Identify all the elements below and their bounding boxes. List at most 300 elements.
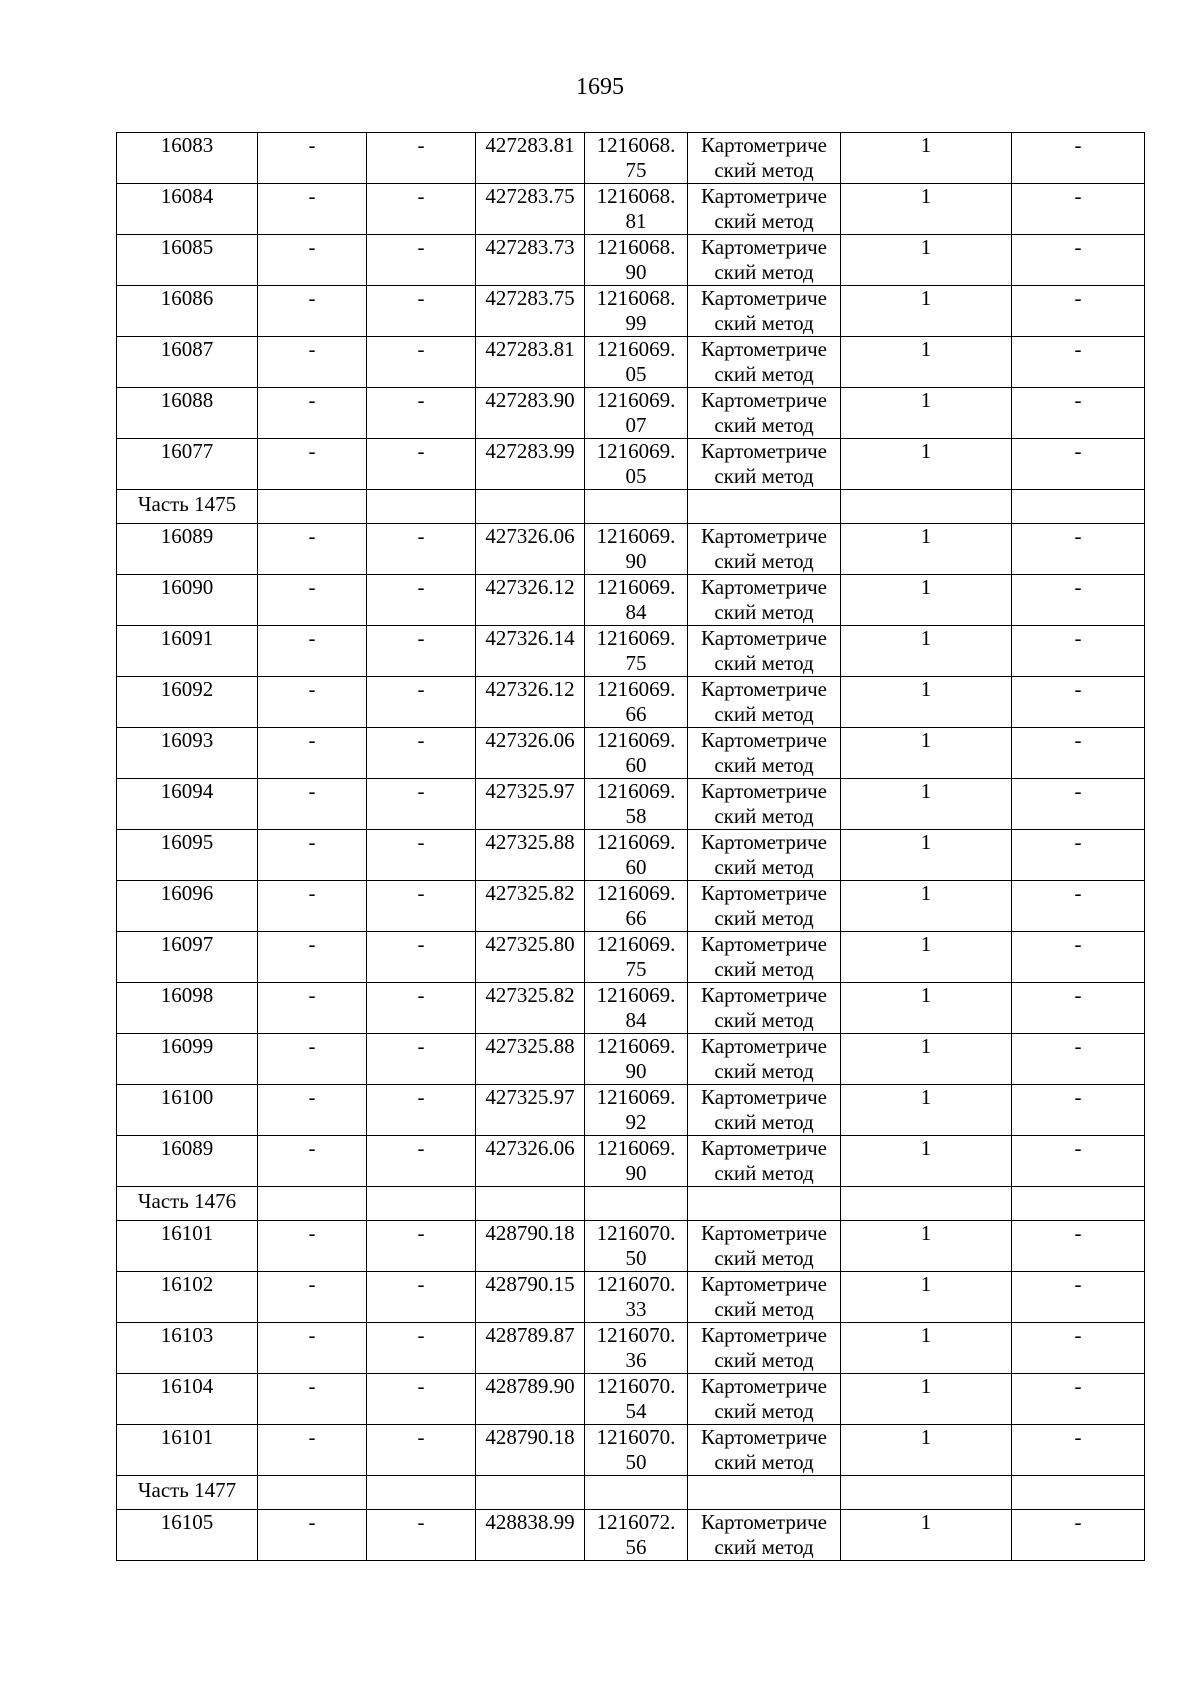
method-cell xyxy=(688,677,841,728)
dash-cell: - xyxy=(258,1221,367,1272)
y-coordinate-cell xyxy=(585,830,688,881)
point-number-cell: 16092 xyxy=(117,677,258,728)
dash-cell: - xyxy=(1012,286,1145,337)
y-coordinate-cell xyxy=(585,575,688,626)
x-coordinate-cell: 428790.18 xyxy=(476,1425,585,1476)
dash-cell: - xyxy=(1012,1136,1145,1187)
method-cell-line2: ский метод xyxy=(714,702,814,726)
y-coordinate-cell xyxy=(585,133,688,184)
dash-cell: - xyxy=(258,1034,367,1085)
method-cell-line1: Картометриче xyxy=(701,524,827,548)
x-coordinate-cell: 428790.18 xyxy=(476,1221,585,1272)
method-cell-line1: Картометриче xyxy=(701,1510,827,1534)
point-number-cell: 16101 xyxy=(117,1425,258,1476)
x-coordinate-cell: 427325.82 xyxy=(476,983,585,1034)
method-cell xyxy=(688,881,841,932)
table-row xyxy=(117,677,1145,728)
method-cell-line2: ский метод xyxy=(714,464,814,488)
y-coordinate-cell-line1: 1216069. xyxy=(596,1136,676,1160)
dash-cell: - xyxy=(258,337,367,388)
accuracy-cell: 1 xyxy=(841,1323,1012,1374)
method-cell-line2: ский метод xyxy=(714,1246,814,1270)
y-coordinate-cell-line1: 1216069. xyxy=(596,626,676,650)
point-number-cell: 16095 xyxy=(117,830,258,881)
method-cell-line2: ский метод xyxy=(714,906,814,930)
accuracy-cell: 1 xyxy=(841,439,1012,490)
dash-cell: - xyxy=(258,133,367,184)
dash-cell: - xyxy=(258,439,367,490)
dash-cell: - xyxy=(1012,1272,1145,1323)
table-row xyxy=(117,728,1145,779)
x-coordinate-cell: 427283.75 xyxy=(476,286,585,337)
accuracy-cell: 1 xyxy=(841,626,1012,677)
method-cell xyxy=(688,1510,841,1561)
dash-cell: - xyxy=(1012,932,1145,983)
empty-cell xyxy=(585,1476,688,1510)
table-row xyxy=(117,1272,1145,1323)
point-number-cell: 16105 xyxy=(117,1510,258,1561)
dash-cell: - xyxy=(1012,524,1145,575)
method-cell-line1: Картометриче xyxy=(701,728,827,752)
y-coordinate-cell xyxy=(585,779,688,830)
y-coordinate-cell xyxy=(585,1136,688,1187)
y-coordinate-cell xyxy=(585,337,688,388)
point-number-cell: 16094 xyxy=(117,779,258,830)
empty-cell xyxy=(841,1187,1012,1221)
method-cell xyxy=(688,983,841,1034)
dash-cell: - xyxy=(1012,388,1145,439)
point-number-cell: 16087 xyxy=(117,337,258,388)
empty-cell xyxy=(258,1187,367,1221)
dash-cell: - xyxy=(1012,830,1145,881)
point-number-cell: 16098 xyxy=(117,983,258,1034)
accuracy-cell: 1 xyxy=(841,184,1012,235)
point-number-cell: 16077 xyxy=(117,439,258,490)
method-cell-line2: ский метод xyxy=(714,549,814,573)
dash-cell: - xyxy=(367,524,476,575)
dash-cell: - xyxy=(367,1221,476,1272)
method-cell xyxy=(688,932,841,983)
method-cell xyxy=(688,626,841,677)
dash-cell: - xyxy=(258,524,367,575)
accuracy-cell: 1 xyxy=(841,677,1012,728)
dash-cell: - xyxy=(258,235,367,286)
x-coordinate-cell: 427283.90 xyxy=(476,388,585,439)
accuracy-cell: 1 xyxy=(841,575,1012,626)
dash-cell: - xyxy=(1012,677,1145,728)
y-coordinate-cell-line1: 1216069. xyxy=(596,932,676,956)
dash-cell: - xyxy=(367,779,476,830)
dash-cell: - xyxy=(367,337,476,388)
y-coordinate-cell-line2: 66 xyxy=(625,702,647,726)
dash-cell: - xyxy=(367,677,476,728)
point-number-cell: 16089 xyxy=(117,1136,258,1187)
y-coordinate-cell xyxy=(585,1085,688,1136)
y-coordinate-cell-line2: 60 xyxy=(625,855,647,879)
dash-cell: - xyxy=(1012,337,1145,388)
dash-cell: - xyxy=(367,1272,476,1323)
dash-cell: - xyxy=(367,1374,476,1425)
method-cell-line2: ский метод xyxy=(714,753,814,777)
y-coordinate-cell xyxy=(585,728,688,779)
y-coordinate-cell-line1: 1216068. xyxy=(596,184,676,208)
y-coordinate-cell-line2: 07 xyxy=(625,413,647,437)
x-coordinate-cell: 427326.12 xyxy=(476,677,585,728)
y-coordinate-cell-line2: 50 xyxy=(625,1246,647,1270)
y-coordinate-cell-line2: 75 xyxy=(625,158,647,182)
part-label: Часть 1477 xyxy=(117,1476,258,1510)
dash-cell: - xyxy=(258,388,367,439)
accuracy-cell: 1 xyxy=(841,1034,1012,1085)
point-number-cell: 16097 xyxy=(117,932,258,983)
method-cell-line2: ский метод xyxy=(714,1110,814,1134)
method-cell-line1: Картометриче xyxy=(701,388,827,412)
y-coordinate-cell-line2: 84 xyxy=(625,1008,647,1032)
y-coordinate-cell xyxy=(585,184,688,235)
point-number-cell: 16083 xyxy=(117,133,258,184)
method-cell-line2: ский метод xyxy=(714,362,814,386)
dash-cell: - xyxy=(367,1323,476,1374)
x-coordinate-cell: 427325.97 xyxy=(476,779,585,830)
y-coordinate-cell-line1: 1216069. xyxy=(596,881,676,905)
table-row xyxy=(117,1374,1145,1425)
table-row xyxy=(117,626,1145,677)
empty-cell xyxy=(585,1187,688,1221)
y-coordinate-cell-line1: 1216068. xyxy=(596,286,676,310)
dash-cell: - xyxy=(367,184,476,235)
method-cell xyxy=(688,337,841,388)
empty-cell xyxy=(258,1476,367,1510)
method-cell xyxy=(688,1136,841,1187)
method-cell-line1: Картометриче xyxy=(701,439,827,463)
empty-cell xyxy=(476,1476,585,1510)
dash-cell: - xyxy=(258,575,367,626)
empty-cell xyxy=(367,1476,476,1510)
dash-cell: - xyxy=(1012,1510,1145,1561)
y-coordinate-cell xyxy=(585,439,688,490)
accuracy-cell: 1 xyxy=(841,932,1012,983)
method-cell xyxy=(688,286,841,337)
method-cell-line1: Картометриче xyxy=(701,286,827,310)
y-coordinate-cell-line1: 1216070. xyxy=(596,1425,676,1449)
point-number-cell: 16090 xyxy=(117,575,258,626)
accuracy-cell: 1 xyxy=(841,983,1012,1034)
method-cell-line2: ский метод xyxy=(714,1008,814,1032)
y-coordinate-cell xyxy=(585,1272,688,1323)
method-cell-line1: Картометриче xyxy=(701,1425,827,1449)
method-cell-line2: ский метод xyxy=(714,260,814,284)
y-coordinate-cell-line1: 1216070. xyxy=(596,1374,676,1398)
point-number-cell: 16096 xyxy=(117,881,258,932)
table-row xyxy=(117,524,1145,575)
table-row xyxy=(117,881,1145,932)
empty-cell xyxy=(688,490,841,524)
method-cell-line2: ский метод xyxy=(714,855,814,879)
y-coordinate-cell xyxy=(585,1323,688,1374)
x-coordinate-cell: 427325.80 xyxy=(476,932,585,983)
part-header-row xyxy=(117,1476,1145,1510)
method-cell xyxy=(688,1221,841,1272)
point-number-cell: 16104 xyxy=(117,1374,258,1425)
method-cell-line1: Картометриче xyxy=(701,184,827,208)
method-cell-line2: ский метод xyxy=(714,651,814,675)
method-cell-line1: Картометриче xyxy=(701,1085,827,1109)
part-header-row xyxy=(117,490,1145,524)
y-coordinate-cell xyxy=(585,1374,688,1425)
x-coordinate-cell: 427283.99 xyxy=(476,439,585,490)
y-coordinate-cell-line1: 1216069. xyxy=(596,983,676,1007)
table-row xyxy=(117,439,1145,490)
dash-cell: - xyxy=(367,1085,476,1136)
y-coordinate-cell-line1: 1216068. xyxy=(596,133,676,157)
method-cell-line1: Картометриче xyxy=(701,1034,827,1058)
point-number-cell: 16103 xyxy=(117,1323,258,1374)
method-cell-line2: ский метод xyxy=(714,158,814,182)
y-coordinate-cell-line2: 33 xyxy=(625,1297,647,1321)
x-coordinate-cell: 427326.14 xyxy=(476,626,585,677)
point-number-cell: 16091 xyxy=(117,626,258,677)
y-coordinate-cell xyxy=(585,932,688,983)
table-row xyxy=(117,1136,1145,1187)
accuracy-cell: 1 xyxy=(841,1425,1012,1476)
y-coordinate-cell-line1: 1216069. xyxy=(596,728,676,752)
part-header-row xyxy=(117,1187,1145,1221)
y-coordinate-cell-line2: 58 xyxy=(625,804,647,828)
table-row xyxy=(117,1510,1145,1561)
method-cell-line1: Картометриче xyxy=(701,133,827,157)
x-coordinate-cell: 428838.99 xyxy=(476,1510,585,1561)
dash-cell: - xyxy=(258,830,367,881)
dash-cell: - xyxy=(1012,235,1145,286)
dash-cell: - xyxy=(258,1425,367,1476)
y-coordinate-cell-line1: 1216069. xyxy=(596,524,676,548)
y-coordinate-cell-line2: 81 xyxy=(625,209,647,233)
dash-cell: - xyxy=(367,728,476,779)
method-cell xyxy=(688,1425,841,1476)
dash-cell: - xyxy=(1012,626,1145,677)
empty-cell xyxy=(1012,1476,1145,1510)
y-coordinate-cell-line2: 84 xyxy=(625,600,647,624)
point-number-cell: 16089 xyxy=(117,524,258,575)
dash-cell: - xyxy=(1012,779,1145,830)
accuracy-cell: 1 xyxy=(841,1221,1012,1272)
y-coordinate-cell xyxy=(585,1034,688,1085)
accuracy-cell: 1 xyxy=(841,235,1012,286)
dash-cell: - xyxy=(367,133,476,184)
table-row xyxy=(117,286,1145,337)
accuracy-cell: 1 xyxy=(841,1136,1012,1187)
y-coordinate-cell xyxy=(585,524,688,575)
table-row xyxy=(117,779,1145,830)
x-coordinate-cell: 427283.73 xyxy=(476,235,585,286)
y-coordinate-cell-line2: 90 xyxy=(625,1161,647,1185)
method-cell-line2: ский метод xyxy=(714,1348,814,1372)
y-coordinate-cell-line2: 75 xyxy=(625,957,647,981)
empty-cell xyxy=(585,490,688,524)
point-number-cell: 16093 xyxy=(117,728,258,779)
point-number-cell: 16102 xyxy=(117,1272,258,1323)
y-coordinate-cell xyxy=(585,388,688,439)
method-cell-line1: Картометриче xyxy=(701,575,827,599)
x-coordinate-cell: 428790.15 xyxy=(476,1272,585,1323)
dash-cell: - xyxy=(258,1136,367,1187)
method-cell xyxy=(688,1085,841,1136)
dash-cell: - xyxy=(1012,728,1145,779)
accuracy-cell: 1 xyxy=(841,1272,1012,1323)
y-coordinate-cell-line1: 1216069. xyxy=(596,779,676,803)
dash-cell: - xyxy=(367,286,476,337)
empty-cell xyxy=(476,1187,585,1221)
table-row xyxy=(117,1323,1145,1374)
empty-cell xyxy=(476,490,585,524)
method-cell-line1: Картометриче xyxy=(701,881,827,905)
dash-cell: - xyxy=(258,286,367,337)
method-cell-line1: Картометриче xyxy=(701,1221,827,1245)
table-row xyxy=(117,1221,1145,1272)
y-coordinate-cell xyxy=(585,1425,688,1476)
method-cell-line1: Картометриче xyxy=(701,677,827,701)
y-coordinate-cell-line2: 90 xyxy=(625,260,647,284)
method-cell-line2: ский метод xyxy=(714,1059,814,1083)
dash-cell: - xyxy=(258,1323,367,1374)
table-row xyxy=(117,830,1145,881)
y-coordinate-cell-line1: 1216070. xyxy=(596,1323,676,1347)
y-coordinate-cell-line2: 75 xyxy=(625,651,647,675)
dash-cell: - xyxy=(1012,983,1145,1034)
y-coordinate-cell-line1: 1216069. xyxy=(596,1085,676,1109)
dash-cell: - xyxy=(367,1136,476,1187)
method-cell xyxy=(688,830,841,881)
method-cell-line1: Картометриче xyxy=(701,235,827,259)
method-cell-line2: ский метод xyxy=(714,1297,814,1321)
empty-cell xyxy=(1012,1187,1145,1221)
dash-cell: - xyxy=(258,1085,367,1136)
method-cell xyxy=(688,1374,841,1425)
dash-cell: - xyxy=(367,881,476,932)
y-coordinate-cell-line1: 1216069. xyxy=(596,677,676,701)
table-row xyxy=(117,575,1145,626)
table-row xyxy=(117,388,1145,439)
y-coordinate-cell xyxy=(585,286,688,337)
table-row xyxy=(117,983,1145,1034)
y-coordinate-cell-line1: 1216069. xyxy=(596,830,676,854)
point-number-cell: 16100 xyxy=(117,1085,258,1136)
method-cell-line2: ский метод xyxy=(714,311,814,335)
x-coordinate-cell: 427326.12 xyxy=(476,575,585,626)
method-cell-line1: Картометриче xyxy=(701,1374,827,1398)
table-row xyxy=(117,133,1145,184)
y-coordinate-cell-line2: 60 xyxy=(625,753,647,777)
point-number-cell: 16086 xyxy=(117,286,258,337)
accuracy-cell: 1 xyxy=(841,1085,1012,1136)
accuracy-cell: 1 xyxy=(841,1510,1012,1561)
y-coordinate-cell-line2: 50 xyxy=(625,1450,647,1474)
x-coordinate-cell: 427325.97 xyxy=(476,1085,585,1136)
y-coordinate-cell-line1: 1216069. xyxy=(596,337,676,361)
y-coordinate-cell-line1: 1216069. xyxy=(596,388,676,412)
empty-cell xyxy=(1012,490,1145,524)
method-cell xyxy=(688,524,841,575)
part-label: Часть 1475 xyxy=(117,490,258,524)
method-cell xyxy=(688,779,841,830)
method-cell xyxy=(688,728,841,779)
table-row xyxy=(117,184,1145,235)
method-cell xyxy=(688,1323,841,1374)
empty-cell xyxy=(688,1476,841,1510)
y-coordinate-cell-line2: 54 xyxy=(625,1399,647,1423)
x-coordinate-cell: 427325.88 xyxy=(476,830,585,881)
dash-cell: - xyxy=(258,1510,367,1561)
point-number-cell: 16085 xyxy=(117,235,258,286)
accuracy-cell: 1 xyxy=(841,1374,1012,1425)
method-cell-line2: ский метод xyxy=(714,1450,814,1474)
y-coordinate-cell-line1: 1216072. xyxy=(596,1510,676,1534)
table-row xyxy=(117,1034,1145,1085)
method-cell-line2: ский метод xyxy=(714,600,814,624)
method-cell xyxy=(688,1034,841,1085)
method-cell xyxy=(688,235,841,286)
method-cell-line2: ский метод xyxy=(714,209,814,233)
y-coordinate-cell-line2: 99 xyxy=(625,311,647,335)
point-number-cell: 16099 xyxy=(117,1034,258,1085)
dash-cell: - xyxy=(1012,881,1145,932)
dash-cell: - xyxy=(367,235,476,286)
table-row xyxy=(117,932,1145,983)
point-number-cell: 16101 xyxy=(117,1221,258,1272)
method-cell-line1: Картометриче xyxy=(701,626,827,650)
dash-cell: - xyxy=(1012,133,1145,184)
x-coordinate-cell: 427326.06 xyxy=(476,1136,585,1187)
method-cell xyxy=(688,184,841,235)
method-cell-line2: ский метод xyxy=(714,957,814,981)
dash-cell: - xyxy=(367,575,476,626)
dash-cell: - xyxy=(1012,184,1145,235)
y-coordinate-cell xyxy=(585,881,688,932)
method-cell-line2: ский метод xyxy=(714,1161,814,1185)
x-coordinate-cell: 427325.88 xyxy=(476,1034,585,1085)
dash-cell: - xyxy=(367,388,476,439)
y-coordinate-cell xyxy=(585,1221,688,1272)
y-coordinate-cell-line1: 1216070. xyxy=(596,1272,676,1296)
dash-cell: - xyxy=(367,830,476,881)
accuracy-cell: 1 xyxy=(841,133,1012,184)
method-cell-line2: ский метод xyxy=(714,804,814,828)
dash-cell: - xyxy=(1012,439,1145,490)
part-label: Часть 1476 xyxy=(117,1187,258,1221)
point-number-cell: 16084 xyxy=(117,184,258,235)
y-coordinate-cell xyxy=(585,677,688,728)
x-coordinate-cell: 427283.75 xyxy=(476,184,585,235)
y-coordinate-cell-line2: 36 xyxy=(625,1348,647,1372)
dash-cell: - xyxy=(367,439,476,490)
dash-cell: - xyxy=(258,881,367,932)
method-cell-line2: ский метод xyxy=(714,413,814,437)
y-coordinate-cell-line2: 05 xyxy=(625,464,647,488)
dash-cell: - xyxy=(367,1425,476,1476)
y-coordinate-cell-line2: 66 xyxy=(625,906,647,930)
x-coordinate-cell: 428789.87 xyxy=(476,1323,585,1374)
method-cell xyxy=(688,575,841,626)
y-coordinate-cell xyxy=(585,235,688,286)
method-cell-line1: Картометриче xyxy=(701,932,827,956)
method-cell-line1: Картометриче xyxy=(701,1272,827,1296)
accuracy-cell: 1 xyxy=(841,779,1012,830)
dash-cell: - xyxy=(258,1272,367,1323)
accuracy-cell: 1 xyxy=(841,881,1012,932)
dash-cell: - xyxy=(367,626,476,677)
y-coordinate-cell-line2: 90 xyxy=(625,1059,647,1083)
method-cell xyxy=(688,388,841,439)
